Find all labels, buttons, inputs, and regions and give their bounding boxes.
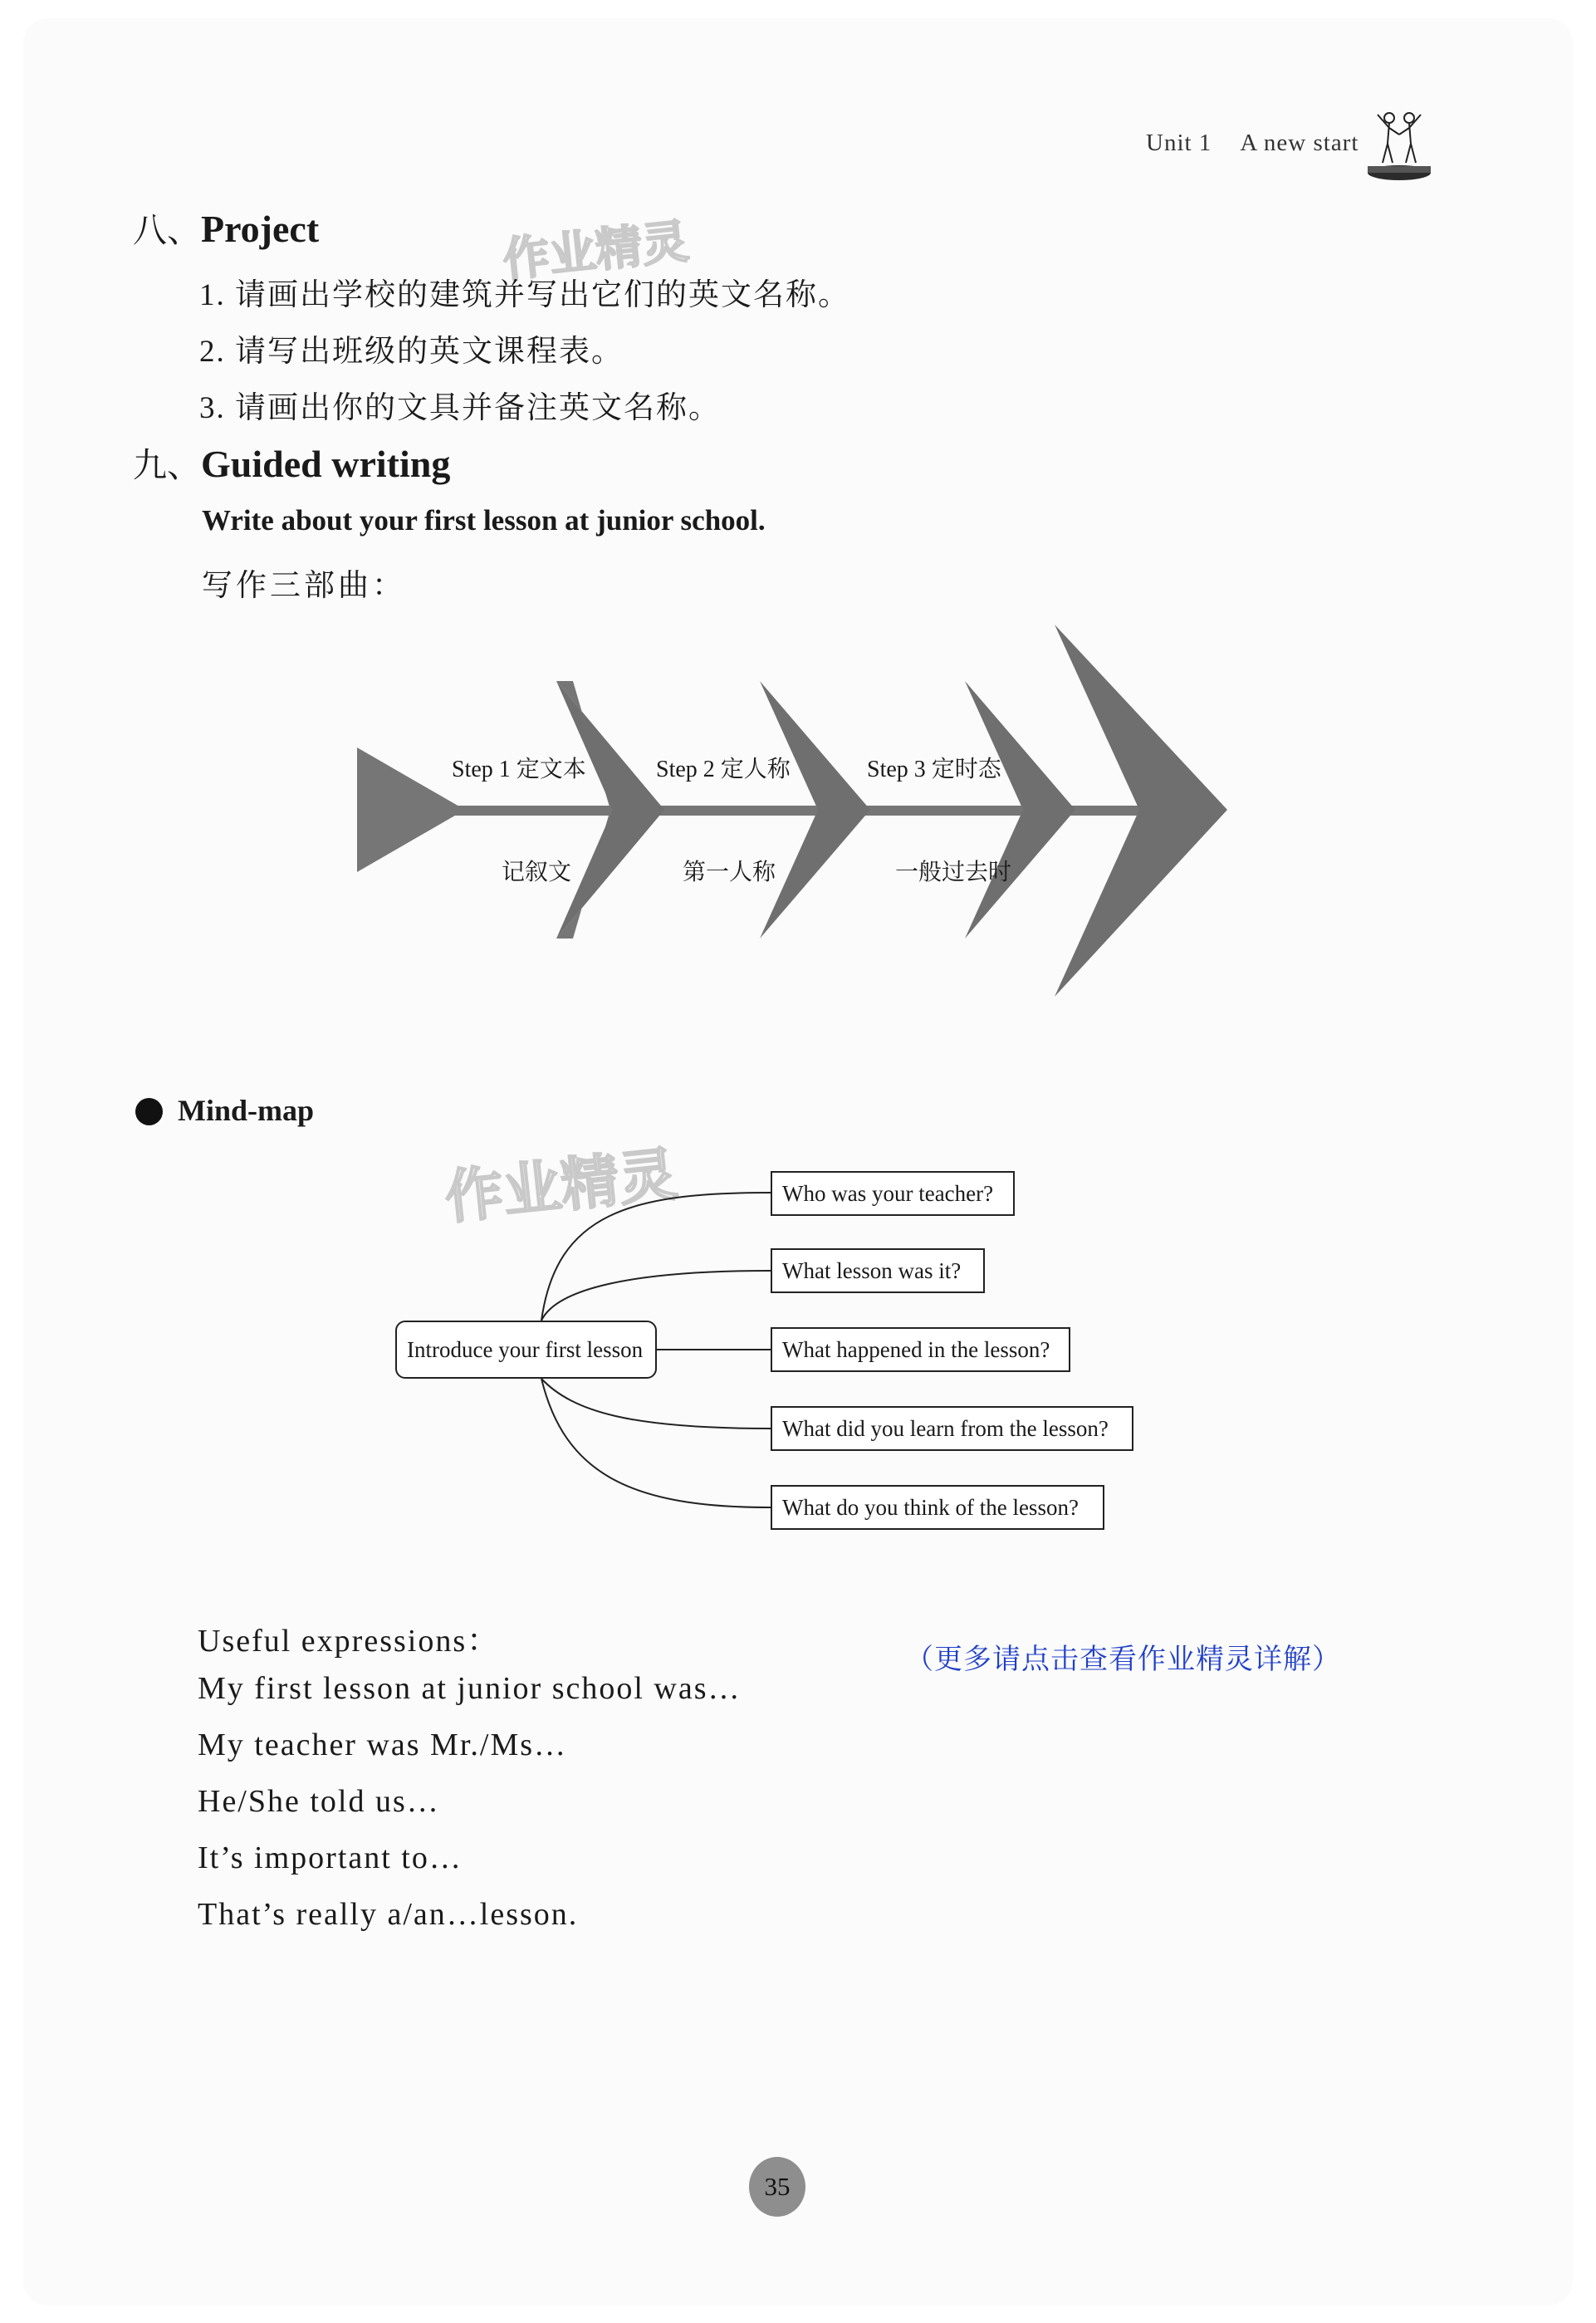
step-label: Step 1 定文本: [452, 757, 586, 782]
page-number: 35: [749, 2157, 805, 2217]
header-unit: Unit 1: [1146, 130, 1212, 156]
step-label: Step 2 定人称: [656, 757, 791, 782]
expression-item: He/She told us…: [198, 1784, 440, 1819]
step-sub: 第一人称: [683, 860, 776, 885]
section-number: 九、: [133, 445, 201, 485]
header-title: A new start: [1240, 130, 1359, 156]
project-item: 1. 请画出学校的建筑并写出它们的英文名称。: [199, 278, 850, 312]
mindmap-branch-node: What happened in the lesson?: [771, 1327, 1070, 1372]
expression-item: My teacher was Mr./Ms…: [198, 1728, 568, 1762]
watermark-text: 作业精灵: [500, 214, 692, 288]
section-title: Guided writing: [201, 443, 451, 485]
expression-item: It’s important to…: [198, 1840, 463, 1875]
mindmap-branch-node: Who was your teacher?: [771, 1171, 1015, 1216]
mindmap-center-node: Introduce your first lesson: [395, 1321, 657, 1379]
watermark-text: 作业精灵: [442, 1139, 681, 1233]
step-sub: 记叙文: [502, 860, 572, 885]
section-number: 八、: [133, 210, 201, 250]
project-item: 3. 请画出你的文具并备注英文名称。: [199, 391, 721, 425]
step-label: Step 3 定时态: [867, 757, 1001, 782]
mindmap-branch-node: What lesson was it?: [771, 1248, 985, 1293]
step-sub: 一般过去时: [895, 860, 1012, 885]
expression-item: My first lesson at junior school was…: [198, 1671, 742, 1706]
project-item: 2. 请写出班级的英文课程表。: [199, 335, 624, 369]
section-title: Project: [201, 208, 320, 250]
expression-item: That’s really a/an…lesson.: [198, 1897, 579, 1932]
mindmap-branch-node: What do you think of the lesson?: [771, 1485, 1104, 1530]
mindmap-title: Mind-map: [178, 1094, 315, 1127]
mindmap-branch-node: What did you learn from the lesson?: [771, 1406, 1133, 1451]
more-details-link[interactable]: （更多请点击查看作业精灵详解）: [905, 1643, 1341, 1676]
expressions-title: Useful expressions：: [198, 1624, 501, 1659]
writing-task: Write about your first lesson at junior school.: [202, 504, 766, 537]
three-steps-intro: 写作三部曲：: [202, 569, 406, 603]
